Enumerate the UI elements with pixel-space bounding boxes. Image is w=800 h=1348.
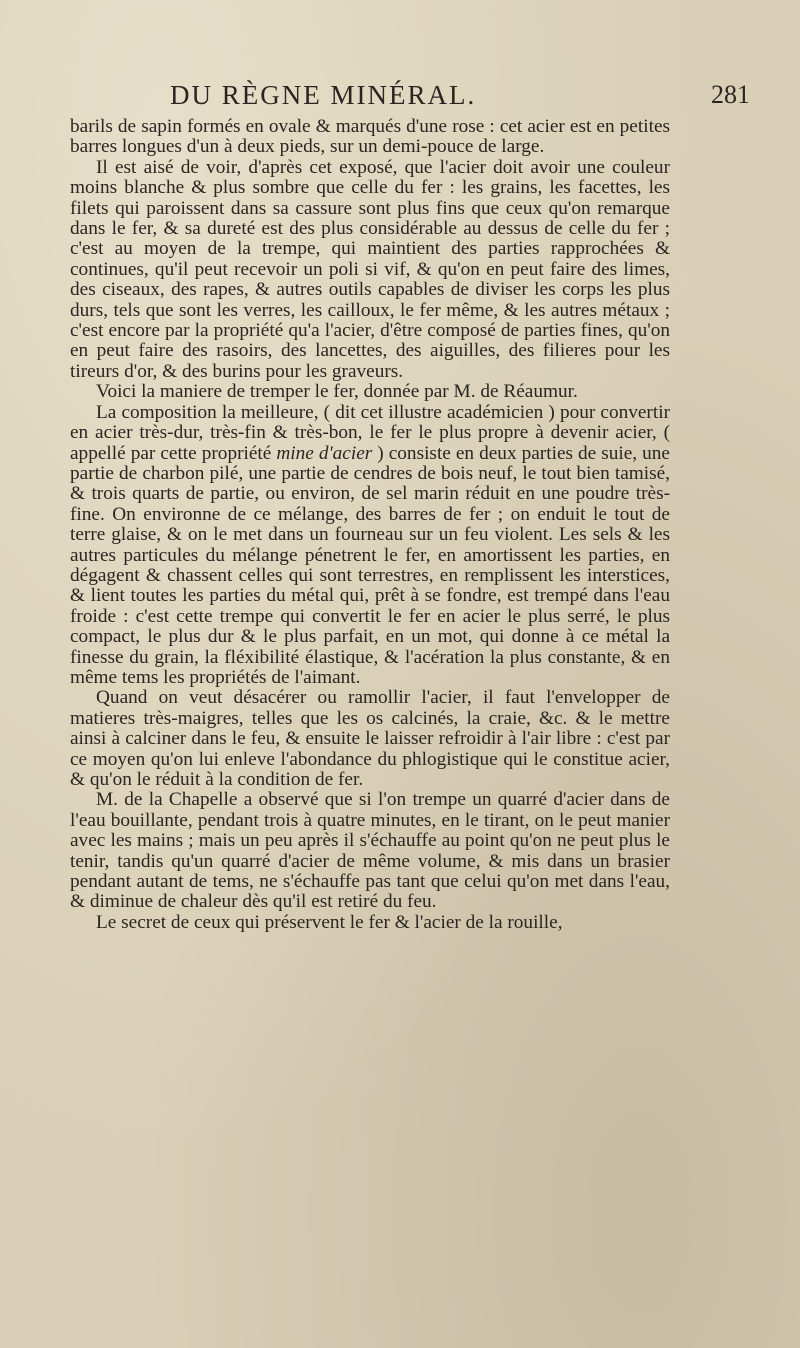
page-header [170,80,750,116]
paragraph-4 [70,403,670,689]
paragraph-6: M. de la Chapelle a observé que si l'on trempe un quarré d'acier dans de l'eau bouillante, pendant trois à quatre minutes, en le tirant, on le peut manier avec les mains ; mais un peu après il s'échauffe au point qu'on ne peut plus le tenir, tandis qu'un quarré d'acier de même volume, & mis dans un brasier pendant autant de tems, ne s'échauffe pas tant que celui qu'on met dans l'eau, & diminue de chaleur dès qu'il est retiré du feu. [70,789,670,913]
paragraph-4-italic-term: mine d'acier [276,442,373,464]
page-number: 281 [711,80,750,109]
paragraph-4-part-1: La composition la meilleure, ( dit cet illustre académicien ) pour convertir en acier très-dur, très-fin & très-bon, le fer le plus propre à devenir acier, ( appellé par cette propriété [70,401,670,464]
paragraph-2: Il est aisé de voir, d'après cet exposé, que l'acier doit avoir une couleur moins blanche & plus sombre que celle du fer : les grains, les facettes, les filets qui paroissent dans sa cassure sont plus fins que ceux qu'on remarque dans le fer, & sa dureté est des plus considérable au dessus de celle du fer ; c'est au moyen de la trempe, qui maintient des parties rapprochées & continues, qu'il peut recevoir un poli si vif, & qu'on en peut faire des limes, des ciseaux, des rapes, & autres outils capables de diviser les corps les plus durs, tels que sont les verres, les cailloux, le fer même, & les autres métaux ; c'est encore par la propriété qu'a l'acier, d'être composé de parties fines, qu'on en peut faire des rasoirs, des lancettes, des aiguilles, des filieres pour les tireurs d'or, & des burins pour les graveurs. [70,156,670,382]
paragraph-5: Quand on veut désacérer ou ramollir l'acier, il faut l'envelopper de matieres très-maigres, telles que les os calcinés, la craie, &c. & le mettre ainsi à calciner dans le feu, & ensuite le laisser refroidir à l'air libre : c'est par ce moyen qu'on lui enleve l'abondance du phlogistique qui le constitue acier, & qu'on le réduit à la condition de fer. [70,687,670,790]
paragraph-3: Voici la maniere de tremper le fer, donnée par M. de Réaumur. [96,381,578,403]
paragraph-7: Le secret de ceux qui préservent le fer & l'acier de la rouille, [96,911,563,933]
running-head: DU RÈGNE MINÉRAL. [170,80,477,110]
paragraph-1: barils de sapin formés en ovale & marqués d'une rose : cet acier est en petites barres longues d'un à deux pieds, sur un demi-pouce de large. [70,116,670,158]
body-text [70,117,670,933]
paragraph-4-part-2: ) consiste en deux parties de suie, une partie de charbon pilé, une partie de cendres de bois neuf, le tout bien tamisé, & trois quarts de partie, ou environ, de sel marin réduit en une poudre très-fine. On environne de ce mélange, des barres de fer ; on enduit le tout de terre glaise, & on le met dans un fourneau sur un feu violent. Les sels & les autres particules du mélange pénetrent le fer, en amortissent les parties, en dégagent & chassent celles qui sont terrestres, en remplissent les interstices, & lient toutes les parties du métal qui, prêt à se fondre, est trempé dans l'eau froide : c'est cette trempe qui convertit le fer en acier le plus serré, le plus compact, le plus dur & le plus parfait, en un mot, qui donne à ce métal la finesse du grain, la fléxibilité élastique, & l'acération la plus constante, & en même tems les propriétés de l'aimant. [70,442,670,688]
